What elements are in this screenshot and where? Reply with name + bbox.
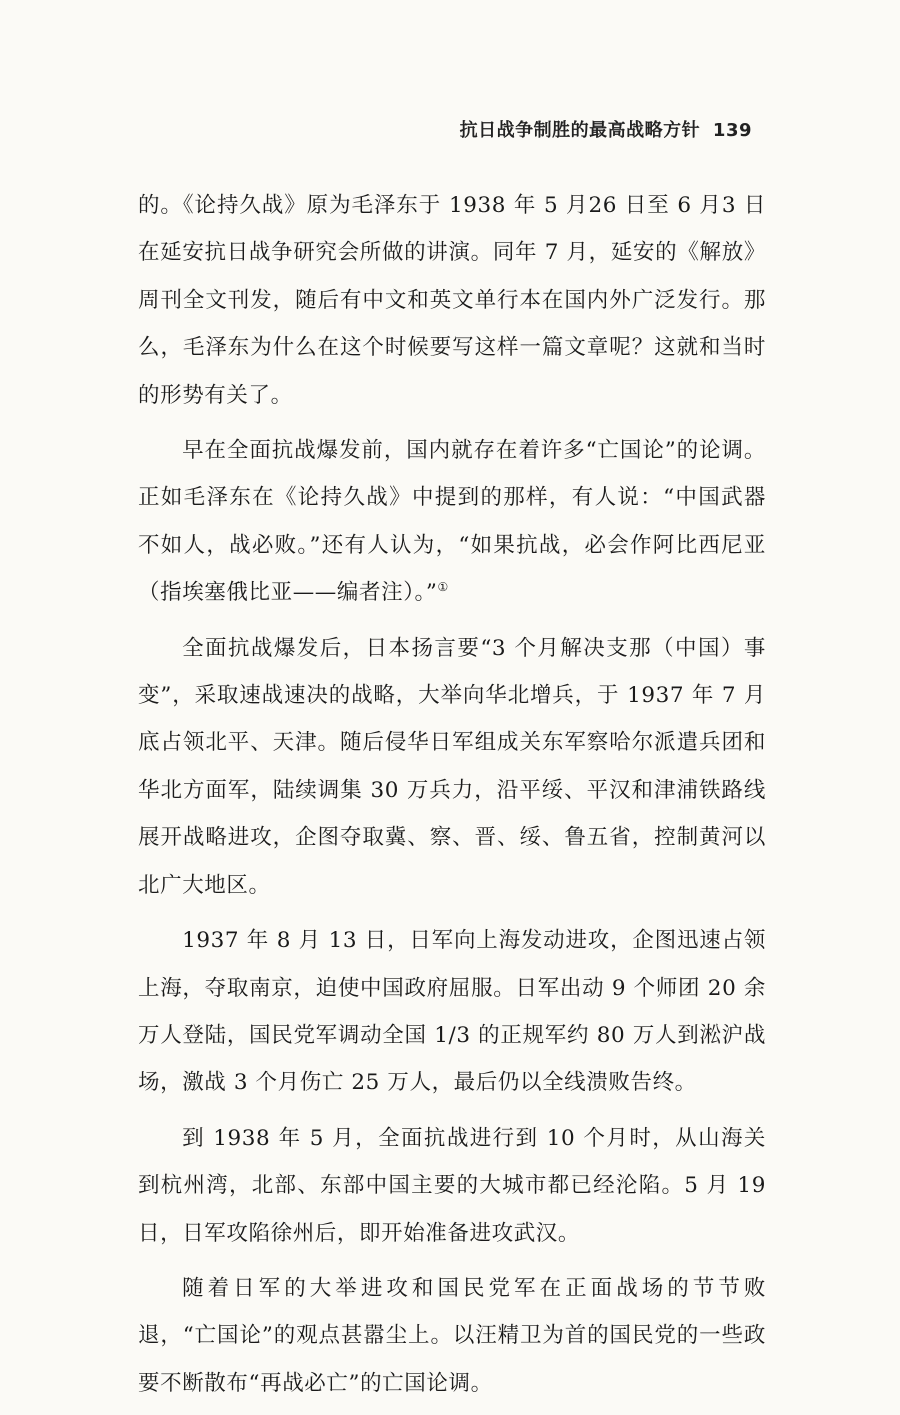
paragraph xyxy=(138,1115,766,1257)
paragraph-text: 早在全面抗战爆发前，国内就存在着许多“亡国论”的论调。正如毛泽东在《论持久战》中提到的那样，有人说：“中国武器不如人，战必败。”还有人认为，“如果抗战，必会作阿比西尼亚（指埃塞俄比亚——编者注）。” xyxy=(138,438,766,606)
paragraph-text: 1937 年 8 月 13 日，日军向上海发动进攻，企图迅速占领上海，夺取南京，迫使中国政府屈服。日军出动 9 个师团 20 余万人登陆，国民党军调动全国 1/3 的正规军约 80 万人到淞沪战场，激战 3 个月伤亡 25 万人，最后仍以全线溃败告终。 xyxy=(138,928,766,1096)
paragraph xyxy=(138,1265,766,1407)
paragraph-text: 随着日军的大举进攻和国民党军在正面战场的节节败退，“亡国论”的观点甚嚣尘上。以汪精卫为首的国民党的一些政要不断散布“再战必亡”的亡国论调。 xyxy=(138,1275,766,1396)
footnote-marker[interactable]: ① xyxy=(437,580,449,595)
paragraph xyxy=(138,182,766,419)
running-header xyxy=(460,116,752,142)
paragraph xyxy=(138,917,766,1107)
paragraph-text: 全面抗战爆发后，日本扬言要“3 个月解决支那（中国）事变”，采取速战速决的战略，大举向华北增兵，于 1937 年 7 月底占领北平、天津。随后侵华日军组成关东军察哈尔派遣兵团和华北方面军，陆续调集 30 万兵力，沿平绥、平汉和津浦铁路线展开战略进攻，企图夺取冀、察、晋、绥、鲁五省，控制黄河以北广大地区。 xyxy=(138,635,766,898)
paragraph-text: 到 1938 年 5 月，全面抗战进行到 10 个月时，从山海关到杭州湾，北部、东部中国主要的大城市都已经沦陷。5 月 19 日，日军攻陷徐州后，即开始准备进攻武汉。 xyxy=(138,1125,766,1246)
body-text xyxy=(138,182,766,1415)
paragraph-text: 的。《论持久战》原为毛泽东于 1938 年 5 月26 日至 6 月3 日在延安抗日战争研究会所做的讲演。同年 7 月，延安的《解放》周刊全文刊发，随后有中文和英文单行本在国内外广泛发行。那么，毛泽东为什么在这个时候要写这样一篇文章呢？这就和当时的形势有关了。 xyxy=(138,193,766,408)
chapter-title: 抗日战争制胜的最高战略方针 xyxy=(459,120,701,141)
paragraph xyxy=(138,625,766,909)
paragraph xyxy=(138,427,766,617)
page-number: 139 xyxy=(712,120,752,141)
